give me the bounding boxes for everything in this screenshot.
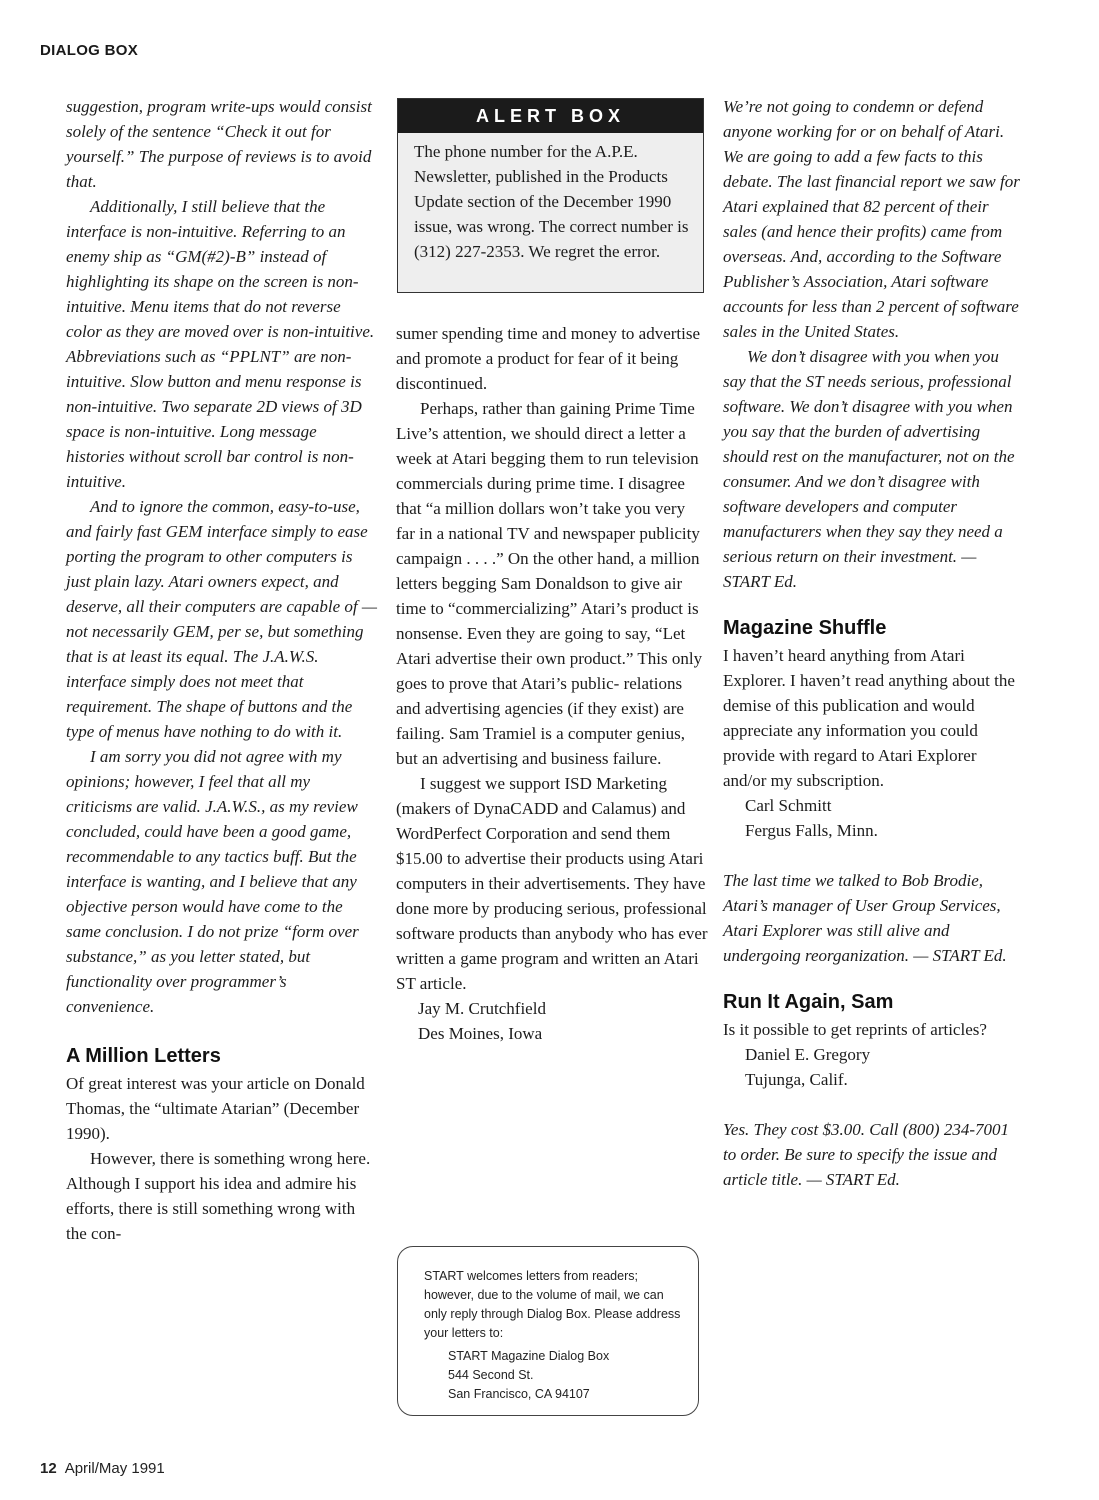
page-footer (40, 1460, 165, 1477)
signature-name: Jay M. Crutchfield (418, 999, 546, 1018)
letter-paragraph: And to ignore the common, easy-to-use, and fairly fast GEM interface simply to ease porting the program to other computers is just plain lazy. Atari owners expect, and deserve, all their computers are capable of — not necessarily GEM, per se, but something that is at least its equal. The J.A.W.S. interface simply does not meet that requirement. The shape of buttons and the type of menus have nothing to do with it. (66, 497, 377, 741)
signature-place: Tujunga, Calif. (745, 1070, 848, 1089)
alert-box-body: The phone number for the A.P.E. Newsletter, published in the Products Update section of the December 1990 issue, was wrong. The correct number is (312) 227-2353. We regret the error. (414, 142, 689, 261)
letter-paragraph: Additionally, I still believe that the interface is non-intuitive. Referring to an enemy ship as “GM(#2)-B” instead of highlighting its shape on the screen is non-intuitive. Menu items that do not reverse color as they are moved over is non-intuitive. Abbreviations such as “PPLNT” are non-intuitive. Slow button and menu response is non-intuitive. Two separate 2D views of 3D space is non-intuitive. Long message histories without scroll bar control is non-intuitive. (66, 197, 375, 491)
signature-place: Fergus Falls, Minn. (745, 821, 878, 840)
editor-reply: Yes. They cost $3.00. Call (800) 234-7001 to order. Be sure to specify the issue and article title. — START Ed. (723, 1120, 1010, 1189)
address-line: San Francisco, CA 94107 (448, 1387, 590, 1401)
alert-box-title: ALERT BOX (398, 99, 703, 133)
letter-paragraph: I haven’t heard anything from Atari Explorer. I haven’t read anything about the demise of this publication and would appreciate any information you could provide with regard to Atari Explorer and/or my subscription. (723, 646, 1015, 790)
letter-paragraph: Of great interest was your article on Donald Thomas, the “ultimate Atarian” (December 1990). (66, 1074, 365, 1143)
letter-paragraph: I suggest we support ISD Marketing (makers of DynaCADD and Calamus) and WordPerfect Corporation and send them $15.00 to advertise their products using Atari computers in their advertisements. They have done more by producing serious, professional software products than anybody who has ever written a game program and written an Atari ST article. (396, 774, 708, 993)
section-label: DIALOG BOX (40, 42, 139, 59)
section-heading-run-it-again: Run It Again, Sam (723, 991, 894, 1013)
signature-name: Carl Schmitt (745, 796, 832, 815)
alert-box (397, 98, 704, 293)
letter-paragraph: suggestion, program write-ups would consist solely of the sentence “Check it out for yourself.” The purpose of reviews is to avoid that. (66, 97, 372, 191)
column-1 (66, 94, 378, 1246)
editor-reply: We don’t disagree with you when you say that the ST needs serious, professional software. We don’t disagree with you when you say that the burden of advertising should rest on the manufacturer, not on the consumer. And we don’t disagree with software developers and computer manufacturers when they say they need a serious return on their investment. — START Ed. (723, 347, 1015, 591)
address-line: 544 Second St. (448, 1368, 534, 1382)
letter-paragraph: Perhaps, rather than gaining Prime Time Live’s attention, we should direct a letter a week at Atari begging them to run television commercials during prime time. I disagree that “a million dollars won’t take you very far in a national TV and newspaper publicity campaign . . . .” On the other hand, a million letters begging Sam Donaldson to give air time to “commercializing” Atari’s product is nonsense. Even they are going to say, “Let Atari advertise their own product.” This only goes to prove that Atari’s public- relations and advertising agencies (if they exist) are failing. Sam Tramiel is a computer genius, but an advertising and business failure. (396, 399, 703, 768)
letter-paragraph: Is it possible to get reprints of articles? (723, 1020, 987, 1039)
letter-paragraph: sumer spending time and money to advertise and promote a product for fear of it being discontinued. (396, 324, 701, 393)
signature-name: Daniel E. Gregory (745, 1045, 871, 1064)
notice-text: START welcomes letters from readers; however, due to the volume of mail, we can only reply through Dialog Box. Please address your letters to: (424, 1269, 681, 1340)
editor-reply: The last time we talked to Bob Brodie, Atari’s manager of User Group Services, Atari Explorer was still alive and undergoing reorganization. — START Ed. (723, 871, 1007, 965)
page-number: 12 (40, 1460, 57, 1477)
editor-reply: We’re not going to condemn or defend anyone working for or on behalf of Atari. We are going to add a few facts to this debate. The last financial report we saw for Atari explained that 82 percent of their sales (and hence their profits) came from overseas. And, according to the Software Publisher’s Association, Atari software accounts for less than 2 percent of software sales in the United States. (723, 97, 1020, 341)
letter-paragraph: However, there is something wrong here. Although I support his idea and admire his efforts, there is still something wrong with the con- (66, 1149, 371, 1243)
signature-place: Des Moines, Iowa (418, 1024, 543, 1043)
column-2 (396, 321, 708, 1046)
section-heading-magazine-shuffle: Magazine Shuffle (723, 617, 887, 639)
issue-date: April/May 1991 (64, 1460, 165, 1477)
address-line: START Magazine Dialog Box (448, 1349, 610, 1363)
letters-notice-box (397, 1246, 699, 1416)
mailing-address (424, 1347, 684, 1404)
letter-paragraph: I am sorry you did not agree with my opinions; however, I feel that all my criticisms are valid. J.A.W.S., as my review concluded, could have been a good game, recommendable to any tactics buff. But the interface is wanting, and I believe that any objective person would have come to the same conclusion. I do not prize “form over substance,” as you letter stated, but functionality over programmer’s convenience. (66, 747, 359, 1016)
column-3 (723, 94, 1023, 1192)
section-heading-million-letters: A Million Letters (66, 1045, 221, 1067)
